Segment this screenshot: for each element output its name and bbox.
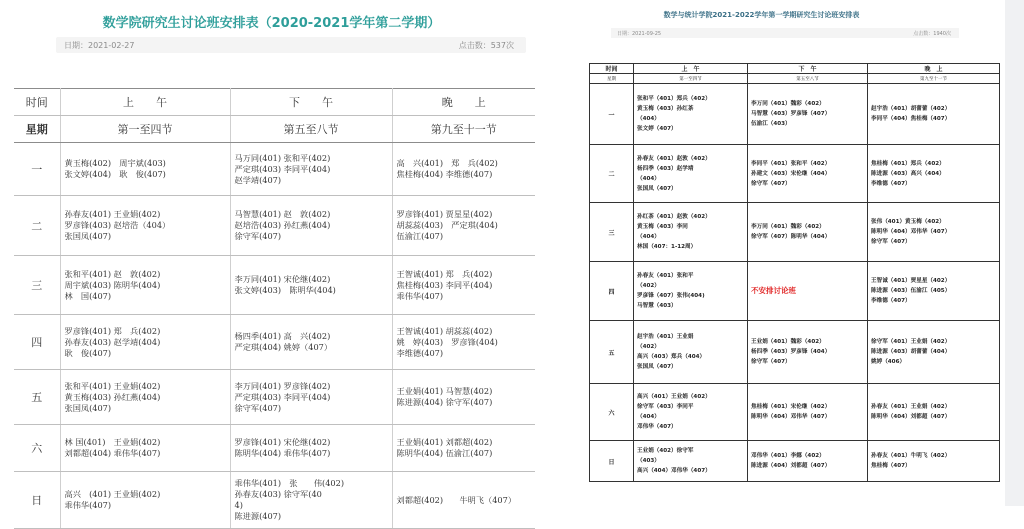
schedule-entry: 罗彦锋(401) 贾星星(402) xyxy=(396,209,493,219)
schedule-cell-am xyxy=(60,196,230,256)
schedule-entry: 邓伟华（401）李娜（402） xyxy=(751,453,825,459)
schedule-entry: 耿 俊(407) xyxy=(64,347,112,358)
schedule-entry: 严定琪(404) 姚婷（407） xyxy=(234,342,333,352)
table-row xyxy=(590,262,1000,321)
schedule-cell-pm xyxy=(230,472,392,529)
schedule-entry: 高兴 (401) 王业娟(402) xyxy=(64,489,161,499)
schedule-cell-pm xyxy=(748,84,868,145)
schedule-cell-eve xyxy=(868,384,1000,441)
right-periods-eve: 第九至十一节 xyxy=(868,74,1000,84)
weekday-cell: 二 xyxy=(14,196,60,256)
schedule-entry: 赵培浩(403) 孙红燕(404) xyxy=(234,220,331,230)
schedule-entry: 林国（407：1-12周） xyxy=(637,244,697,250)
schedule-cell-am xyxy=(634,384,748,441)
schedule-entry: 黄玉梅(403) 孙红燕(404) xyxy=(64,391,161,402)
schedule-entry: 张文婷(404) 耿 俊(407) xyxy=(64,169,166,179)
schedule-entry: 陈进源(404) 徐守军(407) xyxy=(396,397,493,407)
weekday-cell: 六 xyxy=(590,384,634,441)
schedule-cell-eve xyxy=(868,84,1000,145)
schedule-cell-pm xyxy=(748,384,868,441)
schedule-entry: 李同平（404）焦桂梅（407） xyxy=(871,116,951,122)
left-periods-pm: 第五至八节 xyxy=(230,116,392,143)
table-row xyxy=(14,472,535,529)
schedule-cell-am xyxy=(634,262,748,321)
schedule-cell-pm xyxy=(748,203,868,262)
schedule-entry: 李万同(401) 罗彦锋(402) xyxy=(234,380,331,391)
schedule-cell-am xyxy=(60,315,230,370)
schedule-entry: 张伟（401）黄玉梅（402） xyxy=(871,219,945,225)
schedule-entry: 李万同(401) 宋伦继(402) xyxy=(234,274,331,284)
schedule-cell-eve xyxy=(392,315,535,370)
schedule-entry: 刘都超(404) 乖伟华(407) xyxy=(64,448,161,458)
schedule-entry: 张文婷（407） xyxy=(637,126,677,132)
schedule-entry: 陈进源（403）高兴（404） xyxy=(871,170,945,177)
schedule-entry: 林 国(407) xyxy=(64,290,112,301)
schedule-entry: 杨四季（403）赵学靖 xyxy=(637,165,694,172)
left-periods-am: 第一至四节 xyxy=(60,116,230,143)
left-subheader-row xyxy=(14,116,535,143)
schedule-entry: 陈明华(404) 伍渝江(407) xyxy=(396,448,493,458)
right-body xyxy=(590,84,1000,482)
schedule-entry: 陈明华（404）邓伟华（407） xyxy=(871,229,951,235)
schedule-entry: 陈进源（404）刘都超（407） xyxy=(751,463,831,469)
schedule-entry: 严定琪(403) 李同平(404) xyxy=(234,163,331,174)
schedule-cell-eve xyxy=(392,256,535,315)
schedule-cell-pm xyxy=(230,256,392,315)
schedule-entry: 李维德（407） xyxy=(871,298,911,304)
schedule-entry: 黄玉梅（403）李同 xyxy=(637,224,688,230)
weekday-cell: 六 xyxy=(14,425,60,472)
schedule-entry: 焦桂梅(403) 李同平(404) xyxy=(396,279,493,290)
schedule-entry: （402） xyxy=(637,283,660,289)
right-corner-weekday: 星期 xyxy=(590,74,634,84)
schedule-entry: 罗彦锋(401) 郑 兵(402) xyxy=(64,325,161,336)
schedule-entry: 姚婷（406） xyxy=(871,359,906,365)
schedule-cell-eve xyxy=(868,441,1000,482)
schedule-entry: 孙建文（403）宋伦继（404） xyxy=(751,170,831,177)
schedule-entry: 黄玉梅（403）孙红茶 xyxy=(637,106,694,112)
schedule-entry: 林 国(401) 王业娟(402) xyxy=(64,437,161,447)
schedule-entry: 赵宇浩（401）胡蕾蕾（402） xyxy=(871,106,951,112)
table-row xyxy=(14,370,535,425)
schedule-entry: 陈明华（404）刘都超（407） xyxy=(871,414,951,420)
schedule-entry: 陈明华(404) 乖伟华(407) xyxy=(234,448,331,458)
schedule-cell-eve xyxy=(392,143,535,196)
schedule-entry: 高兴（403）郑兵（404） xyxy=(637,354,706,360)
schedule-entry: 焦桂梅(404) 李维德(407) xyxy=(396,169,493,179)
table-row xyxy=(590,84,1000,145)
schedule-entry: 马智慧(401) 赵 敦(402) xyxy=(234,209,331,219)
table-row xyxy=(590,145,1000,203)
right-header-pm: 下 午 xyxy=(748,64,868,74)
schedule-entry: 杨四季（403）罗彦锋（404） xyxy=(751,349,831,355)
no-seminar-note: 不安排讨论班 xyxy=(751,286,796,295)
schedule-entry: 孙春友（401）赵敦（402） xyxy=(637,155,711,162)
weekday-cell: 五 xyxy=(590,321,634,384)
schedule-cell-pm xyxy=(748,145,868,203)
schedule-entry: 马万同(401) 张和平(402) xyxy=(234,152,331,163)
schedule-entry: 陈进源（403）伍渝江（405） xyxy=(871,288,951,294)
schedule-cell-pm xyxy=(748,441,868,482)
schedule-entry: 徐守军(407) xyxy=(234,231,282,241)
schedule-entry: 焦桂梅（401）郑兵（402） xyxy=(871,160,945,167)
schedule-entry: 孙春友(403) 徐守军(40 xyxy=(234,489,322,499)
schedule-cell-am xyxy=(60,425,230,472)
table-row xyxy=(590,203,1000,262)
schedule-entry: 焦桂梅（401）宋伦继（402） xyxy=(751,404,831,410)
schedule-entry: 陈明华（404）邓伟华（407） xyxy=(751,414,831,420)
left-meta-bar xyxy=(56,37,526,53)
schedule-entry: 孙春友(401) 王业娟(402) xyxy=(64,209,161,219)
schedule-cell-am xyxy=(634,145,748,203)
left-view-count: 点击数：537次 xyxy=(458,41,514,50)
schedule-cell-eve xyxy=(392,472,535,529)
weekday-cell: 四 xyxy=(14,315,60,370)
schedule-entry: 陈进源（403）胡蕾蕾（404） xyxy=(871,349,951,355)
left-page-title: 数学院研究生讨论班安排表（2020-2021学年第二学期） xyxy=(102,16,441,31)
schedule-cell-pm xyxy=(230,370,392,425)
schedule-entry: 罗彦锋（407）张伟(404) xyxy=(637,293,705,299)
schedule-entry: （404） xyxy=(637,414,660,420)
schedule-entry: 王智诚(401) 郑 兵(402) xyxy=(396,268,493,279)
schedule-cell-pm xyxy=(748,262,868,321)
schedule-entry: 高兴（404）邓伟华（407） xyxy=(637,468,711,474)
schedule-entry: 徐守军（403）李同平 xyxy=(637,404,694,410)
schedule-entry: 张国凤(407) xyxy=(64,402,112,413)
schedule-entry: 乖伟华(407) xyxy=(396,290,444,301)
weekday-cell: 三 xyxy=(590,203,634,262)
left-body xyxy=(14,143,535,529)
schedule-cell-eve xyxy=(868,321,1000,384)
schedule-entry: 严定琪(403) 李同平(404) xyxy=(234,391,331,402)
weekday-cell: 一 xyxy=(590,84,634,145)
schedule-entry: 赵宇浩（401）王业娟 xyxy=(637,334,694,340)
right-subheader-row xyxy=(590,74,1000,84)
left-header-row xyxy=(14,89,535,116)
schedule-entry: （404） xyxy=(637,175,660,182)
schedule-entry: 李同平（401）张和平（402） xyxy=(751,160,831,167)
schedule-entry: 孙春友（401）张和平 xyxy=(637,273,694,279)
table-row xyxy=(14,256,535,315)
schedule-entry: 孙红茶（401）赵敦（402） xyxy=(637,214,711,220)
schedule-cell-pm xyxy=(230,143,392,196)
schedule-entry: 李维德(407) xyxy=(396,347,444,358)
schedule-entry: 伍渝江（403） xyxy=(751,121,791,127)
schedule-entry: 周宇斌(403) 陈明华(404) xyxy=(64,279,161,290)
right-header-am: 上 午 xyxy=(634,64,748,74)
schedule-entry: 孙春友（401）牛明飞（402） xyxy=(871,453,951,459)
right-periods-am: 第一至四节 xyxy=(634,74,748,84)
table-row xyxy=(590,384,1000,441)
schedule-entry: 徐守军（401）王业娟（402） xyxy=(871,339,951,345)
schedule-entry: （404） xyxy=(637,234,660,240)
schedule-entry: 徐守军（407） xyxy=(751,180,791,187)
table-row xyxy=(590,321,1000,384)
schedule-entry: 王业娟(401) 马智慧(402) xyxy=(396,386,493,396)
left-schedule-table xyxy=(14,88,535,529)
schedule-entry: 高兴（401）王业娟（402） xyxy=(637,394,711,400)
right-header-row xyxy=(590,64,1000,74)
schedule-entry: 张国凤（407） xyxy=(637,185,677,192)
weekday-cell: 二 xyxy=(590,145,634,203)
schedule-entry: （403） xyxy=(637,458,660,464)
schedule-cell-am xyxy=(60,143,230,196)
left-corner-weekday: 星期 xyxy=(14,116,60,143)
schedule-cell-am xyxy=(60,370,230,425)
weekday-cell: 五 xyxy=(14,370,60,425)
table-row xyxy=(590,441,1000,482)
schedule-cell-am xyxy=(634,321,748,384)
schedule-entry: 罗彦锋(401) 宋伦继(402) xyxy=(234,437,331,447)
schedule-entry: 黄玉梅(402) 周宇斌(403) xyxy=(64,158,166,168)
schedule-entry: 张文婷(403) 陈明华(404) xyxy=(234,285,336,295)
schedule-cell-pm xyxy=(748,321,868,384)
table-row xyxy=(14,143,535,196)
schedule-cell-am xyxy=(60,256,230,315)
schedule-cell-eve xyxy=(868,145,1000,203)
left-date: 日期：2021-02-27 xyxy=(64,41,135,50)
schedule-cell-pm xyxy=(230,425,392,472)
left-header-eve: 晚 上 xyxy=(392,89,535,116)
right-page-title: 数学与统计学院2021-2022学年第一学期研究生讨论班安排表 xyxy=(663,11,860,19)
schedule-entry: 高 兴(401) 郑 兵(402) xyxy=(396,158,498,168)
left-periods-eve: 第九至十一节 xyxy=(392,116,535,143)
weekday-cell: 四 xyxy=(590,262,634,321)
schedule-cell-am xyxy=(634,84,748,145)
right-periods-pm: 第五至八节 xyxy=(748,74,868,84)
schedule-entry: 刘都超(402) 牛明飞（407） xyxy=(396,494,517,505)
schedule-entry: 4) xyxy=(234,500,243,510)
schedule-entry: 马智慧（403）罗彦锋（407） xyxy=(751,111,831,117)
schedule-entry: （402） xyxy=(637,344,660,350)
schedule-entry: 张国凤(407) xyxy=(64,231,112,241)
schedule-cell-pm xyxy=(230,196,392,256)
schedule-entry: 孙春友(403) 赵学靖(404) xyxy=(64,336,161,347)
schedule-cell-eve xyxy=(392,370,535,425)
schedule-entry: 邓伟华（407） xyxy=(637,424,677,430)
left-corner-time: 时间 xyxy=(14,89,60,116)
schedule-entry: 姚 婷(403) 罗彦锋(404) xyxy=(396,336,498,347)
right-schedule-table xyxy=(589,63,1000,482)
schedule-entry: （404） xyxy=(637,116,660,122)
schedule-entry: 杨四季(401) 高 兴(402) xyxy=(234,331,331,341)
schedule-entry: 罗彦锋(403) 赵培浩（404） xyxy=(64,220,171,230)
table-row xyxy=(14,425,535,472)
schedule-cell-am xyxy=(634,203,748,262)
schedule-entry: 徐守军（407）陈明华（404） xyxy=(751,234,831,240)
weekday-cell: 一 xyxy=(14,143,60,196)
schedule-cell-eve xyxy=(392,425,535,472)
schedule-entry: 张和平(401) 赵 敦(402) xyxy=(64,268,161,279)
schedule-entry: 王业娟（402）徐守军 xyxy=(637,448,694,454)
right-corner-time: 时间 xyxy=(590,64,634,74)
schedule-entry: 陈进源(407) xyxy=(234,511,282,521)
schedule-cell-eve xyxy=(392,196,535,256)
schedule-entry: 王业娟（401）魏彩（402） xyxy=(751,339,825,345)
schedule-entry: 张和平（401）郑兵（402） xyxy=(637,96,711,102)
schedule-entry: 孙春友（401）王业娟（402） xyxy=(871,404,951,410)
side-panel xyxy=(1005,0,1024,506)
left-header-am: 上 午 xyxy=(60,89,230,116)
table-row xyxy=(14,315,535,370)
schedule-cell-eve xyxy=(868,262,1000,321)
schedule-entry: 张和平(401) 王业娟(402) xyxy=(64,380,161,391)
schedule-entry: 李万同（401）魏彩（402） xyxy=(751,101,825,107)
schedule-entry: 马智慧（403） xyxy=(637,303,677,309)
schedule-cell-am xyxy=(60,472,230,529)
right-meta-bar xyxy=(611,28,959,38)
schedule-entry: 乖伟华(401) 张 伟(402) xyxy=(234,478,345,488)
schedule-entry: 徐守军（407） xyxy=(751,359,791,365)
schedule-entry: 王业娟(401) 刘都超(402) xyxy=(396,437,493,447)
schedule-entry: 王智诚（401）贾星星（402） xyxy=(871,278,951,284)
schedule-cell-pm xyxy=(230,315,392,370)
weekday-cell: 三 xyxy=(14,256,60,315)
schedule-cell-eve xyxy=(868,203,1000,262)
right-header-eve: 晚 上 xyxy=(868,64,1000,74)
schedule-entry: 张国凤（407） xyxy=(637,364,677,370)
schedule-cell-am xyxy=(634,441,748,482)
schedule-entry: 李万同（401）魏彩（402） xyxy=(751,224,825,230)
right-schedule-document xyxy=(549,0,1024,506)
weekday-cell: 日 xyxy=(590,441,634,482)
schedule-entry: 徐守军（407） xyxy=(871,239,911,245)
schedule-entry: 王智诚(401) 胡蕊蕊(402) xyxy=(396,325,493,336)
schedule-entry: 赵学靖(407) xyxy=(234,174,282,185)
schedule-entry: 李维德（407） xyxy=(871,180,911,187)
schedule-entry: 胡蕊蕊(403) 严定琪(404) xyxy=(396,220,498,230)
left-header-pm: 下 午 xyxy=(230,89,392,116)
schedule-entry: 徐守军(407) xyxy=(234,402,282,413)
schedule-entry: 乖伟华(407) xyxy=(64,500,112,510)
weekday-cell: 日 xyxy=(14,472,60,529)
right-view-count: 点击数：1940次 xyxy=(913,31,951,37)
table-row xyxy=(14,196,535,256)
right-date: 日期：2021-09-25 xyxy=(617,31,662,37)
schedule-entry: 焦桂梅（407） xyxy=(871,463,911,469)
schedule-entry: 伍渝江(407) xyxy=(396,231,444,241)
